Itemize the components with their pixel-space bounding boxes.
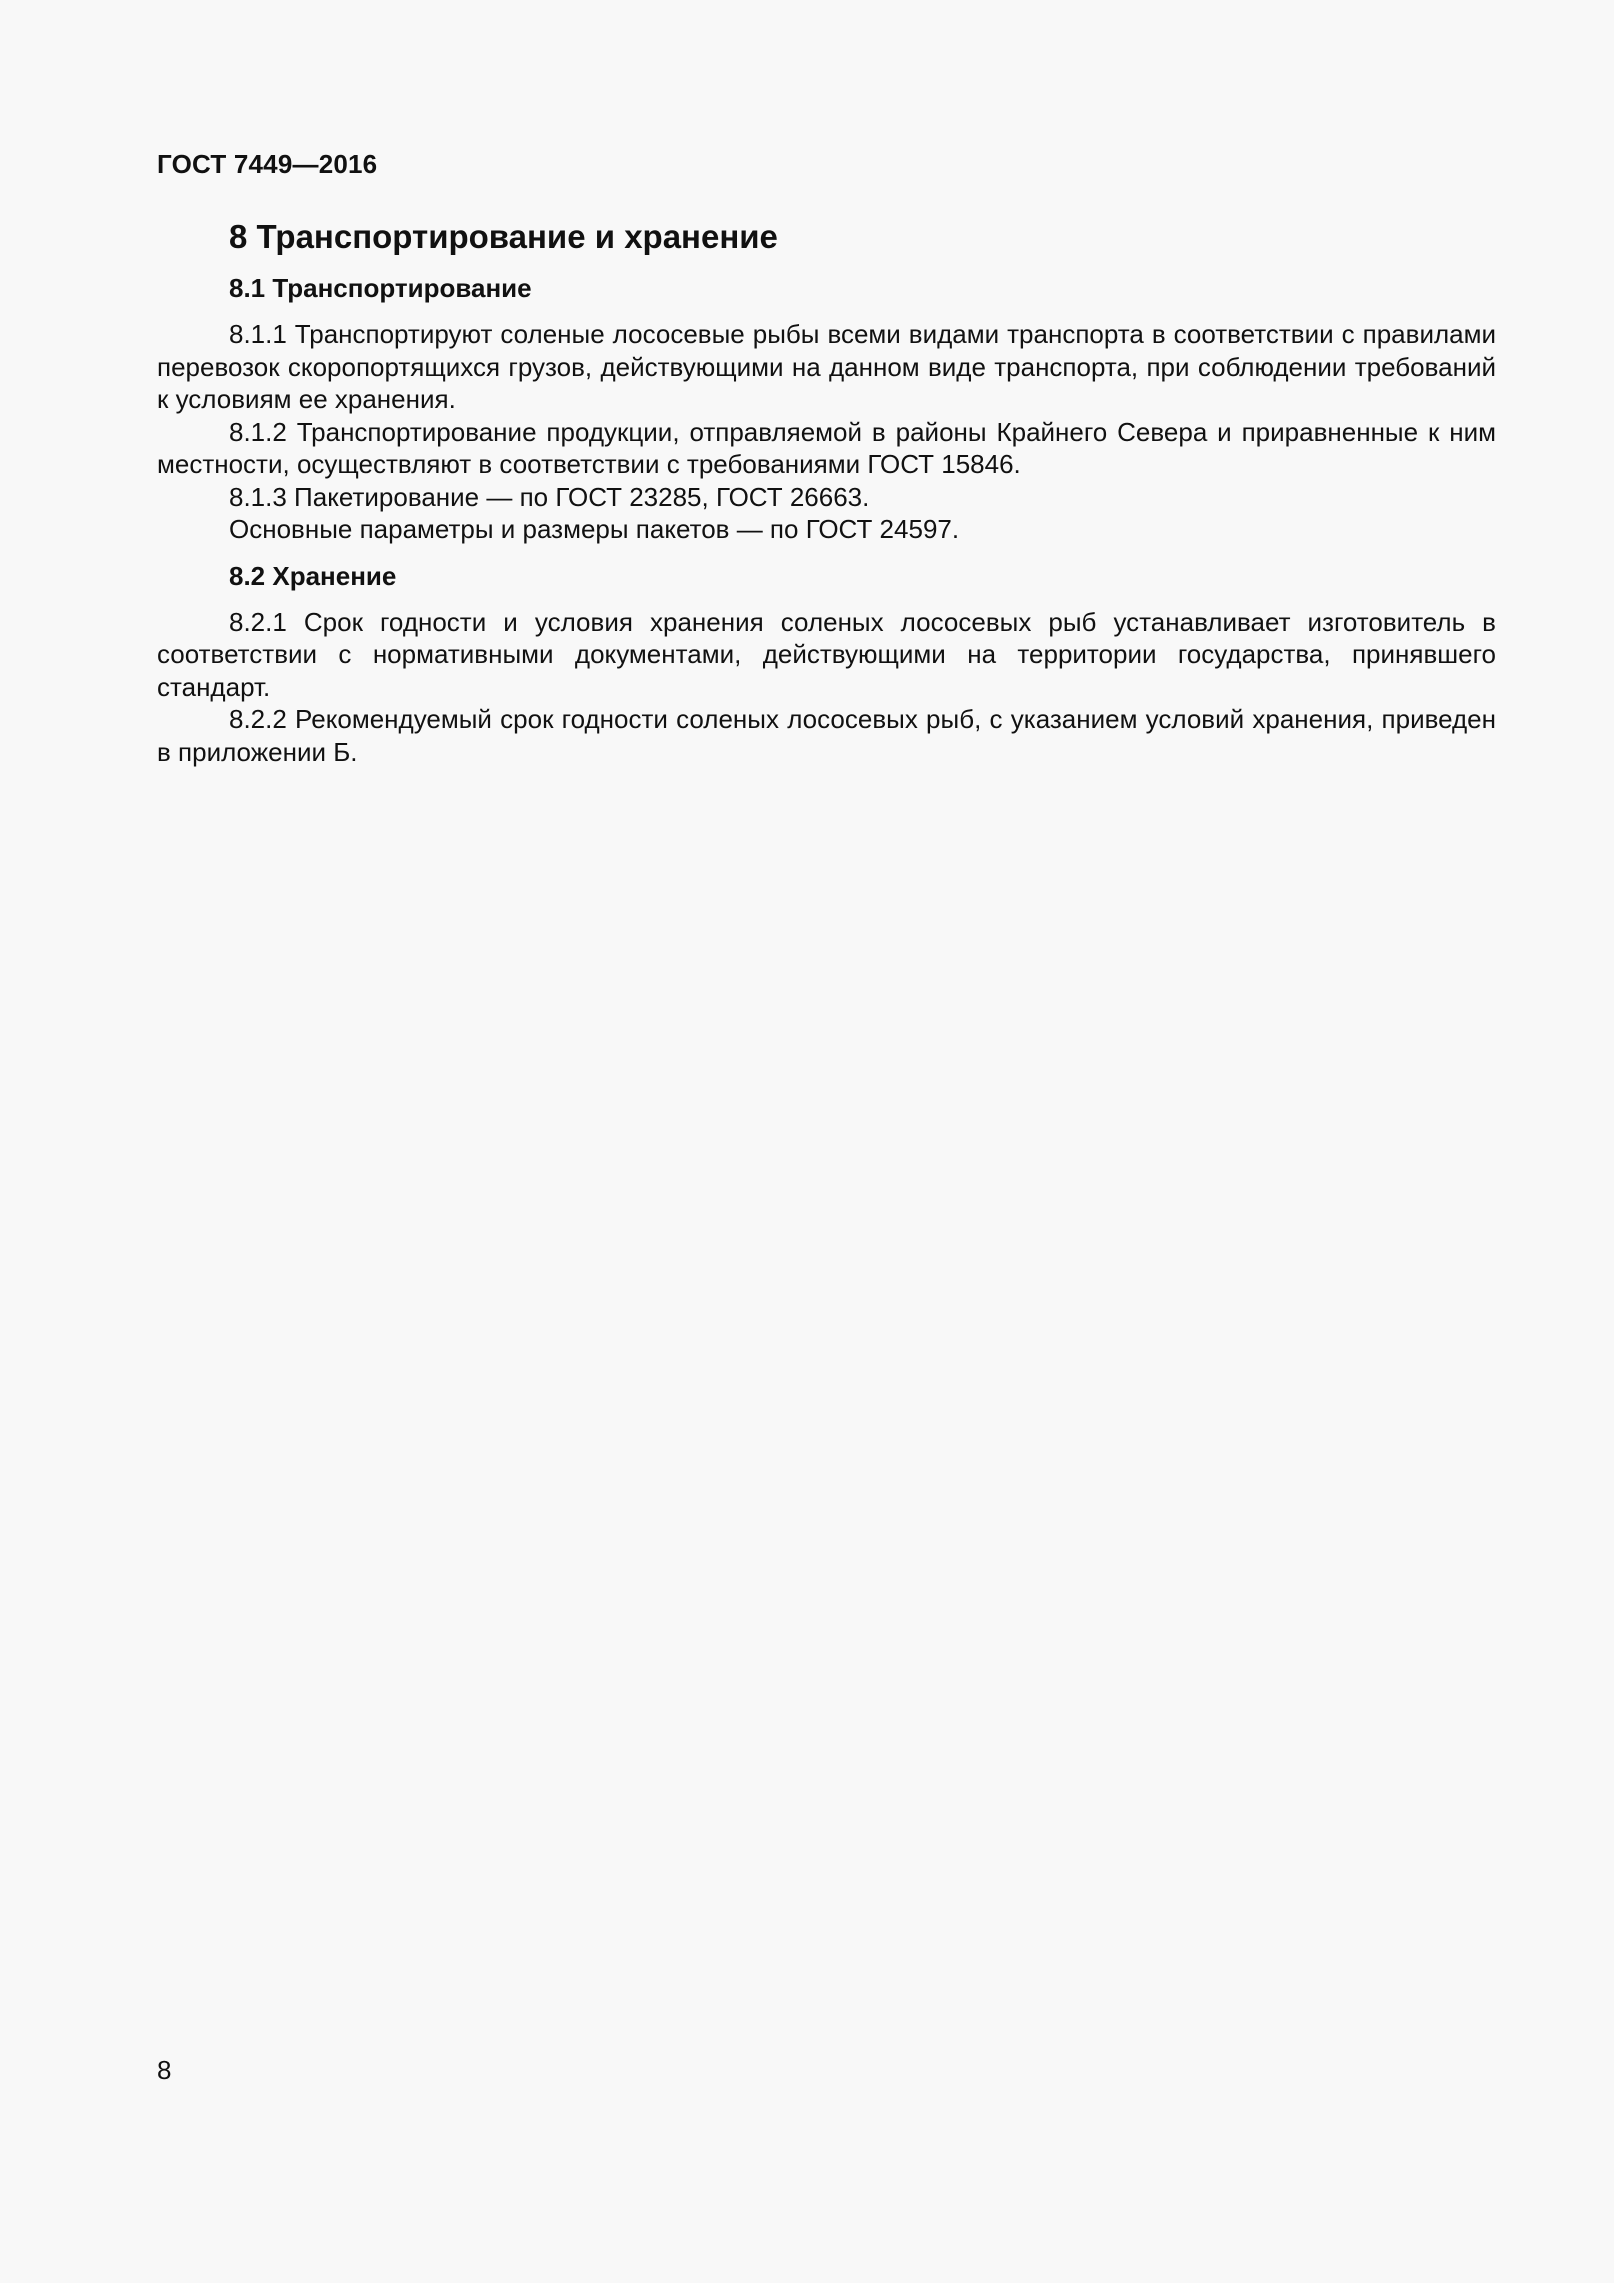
paragraph-8-1-2: 8.1.2 Транспортирование продукции, отправляемой в районы Крайнего Севера и приравненные к ним местности, осуществляют в соответствии с требованиями ГОСТ 15846. [157, 416, 1496, 479]
section-content [157, 210, 1496, 768]
subsection-title-storage: 8.2 Хранение [229, 560, 397, 591]
paragraph-package-parameters: Основные параметры и размеры пакетов — по ГОСТ 24597. [229, 514, 960, 544]
subsection-title-transport: 8.1 Транспортирование [229, 273, 532, 303]
paragraph-8-2-2: 8.2.2 Рекомендуемый срок годности соленых лососевых рыб, с указанием условий хранения, приведен в приложении Б. [157, 704, 1496, 767]
section-title: 8 Транспортирование и хранение [229, 218, 778, 255]
paragraph-8-2-1: 8.2.1 Срок годности и условия хранения соленых лососевых рыб устанавливает изготовитель в соответствии с нормативными документами, действующими на территории государства, принявшего стандарт. [157, 606, 1496, 702]
page-number: 8 [157, 2055, 172, 2085]
paragraph-8-1-1: 8.1.1 Транспортируют соленые лососевые рыбы всеми видами транспорта в соответствии с правилами перевозок скоропортящихся грузов, действующими на данном виде транспорта, при соблюдении требований к условиям ее хранения. [157, 319, 1496, 414]
standard-number-header: ГОСТ 7449—2016 [157, 149, 378, 179]
paragraph-8-1-3: 8.1.3 Пакетирование — по ГОСТ 23285, ГОСТ 26663. [229, 481, 870, 512]
